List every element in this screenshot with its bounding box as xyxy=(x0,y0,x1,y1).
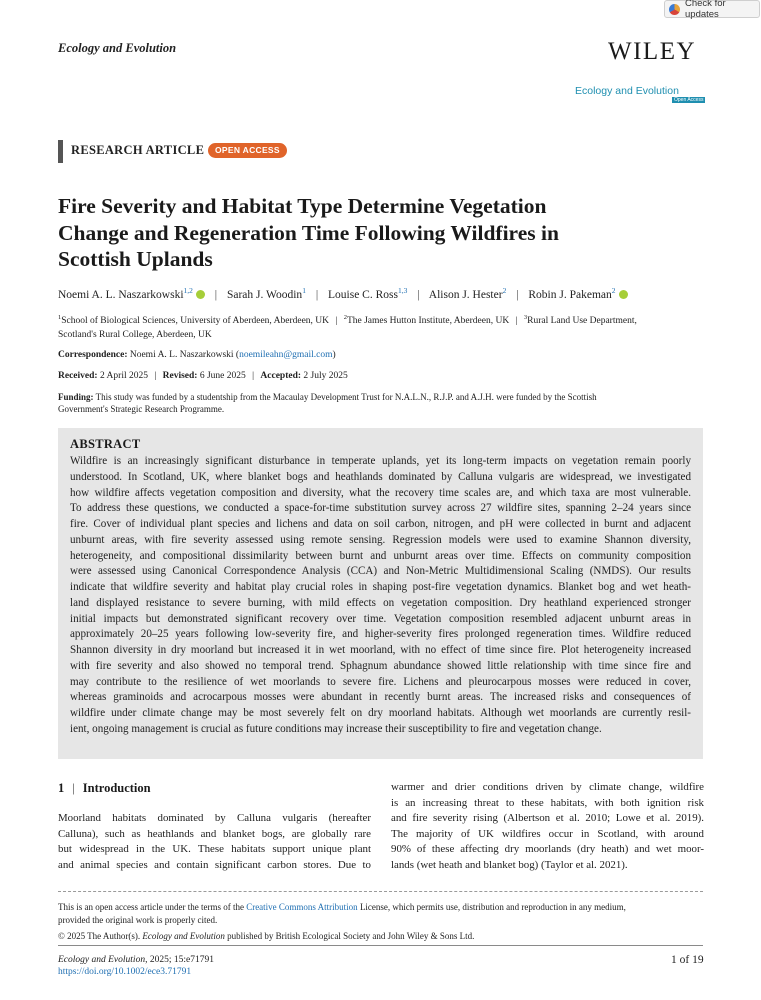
affiliation-text: Rural Land Use Department, xyxy=(527,316,637,327)
abstract-line: with fire severity and also showed no temporal trend. Sphagnum abundance showed little relationship with time since fire and xyxy=(70,659,691,672)
publisher-logo: WILEY xyxy=(608,38,697,65)
crossmark-icon xyxy=(669,4,680,15)
date-separator: | xyxy=(154,371,157,381)
author-separator: | xyxy=(516,288,519,301)
abstract-line: fire. Cover of individual plant species and lichens and data on soil carbon, nitrogen, and pH were collected in burnt and adjacent xyxy=(70,518,691,530)
license-text: License, which permits use, distribution and reproduction in any medium, xyxy=(357,902,626,912)
abstract-line: ient, ongoing management is crucial as future conditions may increase their susceptibility to fire and vegetation change. xyxy=(70,722,602,735)
journal-logo: Ecology and Evolution xyxy=(575,85,679,97)
author-separator: | xyxy=(315,288,319,301)
footer-citation xyxy=(58,954,214,978)
abstract-line: approximately 20–25 years following low-severity fire, and higher-severity fires prolonged regeneration times. Wildfire reduced xyxy=(70,628,691,641)
orcid-icon[interactable] xyxy=(196,290,205,299)
journal-logo-badge: Open Access xyxy=(674,97,704,103)
copyright-journal: Ecology and Evolution xyxy=(142,931,225,941)
doi-link[interactable]: https://doi.org/10.1002/ece3.71791 xyxy=(58,967,192,977)
abstract-line: initial impacts but demonstrated significant recovery over time. Vegetation composition resembled adjacent unburnt areas in xyxy=(70,612,691,625)
abstract-line: were assessed using Canonical Correspondence Analysis (CCA) and Non-Metric Multidimensional Scaling (NMDS). Our results xyxy=(70,565,691,578)
title-line: Change and Regeneration Time Following Wildfires in xyxy=(58,220,559,245)
copyright-text: published by British Ecological Society and John Wiley & Sons Ltd. xyxy=(224,931,475,941)
article-title xyxy=(58,193,698,273)
funding-text-line2: Government's Strategic Research Programme. xyxy=(58,404,225,414)
funding-text: This study was funded by a studentship from the Macaulay Development Trust for N.A.L.N., R.J.P. and A.J.H. were funded by the Scottish xyxy=(95,392,597,402)
open-access-badge: OPEN ACCESS xyxy=(208,143,287,158)
article-dates xyxy=(58,370,708,382)
footer-journal: Ecology and Evolution xyxy=(58,955,146,965)
footer-divider xyxy=(58,945,703,946)
journal-name: Ecology and Evolution xyxy=(58,41,177,55)
check-updates-label: Check for updates xyxy=(685,0,726,20)
affil-sup: 3 xyxy=(523,314,528,321)
author-name[interactable]: Robin J. Pakeman xyxy=(528,288,612,301)
funding-label: Funding: xyxy=(58,392,94,402)
body-line: Calluna), such as heathlands and blanket bogs, are globally rare xyxy=(58,827,371,840)
author-name[interactable]: Alison J. Hester xyxy=(428,288,503,301)
accepted-label: Accepted: xyxy=(260,371,302,381)
body-line: lands (wet heath and blanket bog) (Taylor et al. 2021). xyxy=(391,858,628,871)
abstract-heading: ABSTRACT xyxy=(70,437,141,451)
body-line: and fire severity rising (Albertson et al. 2010; Lowe et al. 2019). xyxy=(391,812,704,824)
correspondence-name: Noemi A. L. Naszarkowski ( xyxy=(129,350,240,360)
license-text: provided the original work is properly cited. xyxy=(58,914,218,925)
affil-sup: 1 xyxy=(58,314,62,321)
abstract-line: unburnt areas, with fire severity assessed using remote sensing. Regression models were used to examine Shannon diversity, xyxy=(70,533,691,546)
abstract-line: how wildfire affects vegetation composition and diversity, what the recovery time scales are, and which taxa are most vulnerable. xyxy=(70,486,691,499)
affiliation-text: School of Biological Sciences, University of Aberdeen, Aberdeen, UK xyxy=(61,316,330,327)
accepted-date: 2 July 2025 xyxy=(303,371,348,381)
affil-separator: | xyxy=(515,316,518,327)
license-divider xyxy=(58,891,703,892)
abstract-line: To address these questions, we conducted a space-for-time substitution survey across 27 wildfire sites, spanning 2–24 years since xyxy=(70,502,691,515)
orcid-icon[interactable] xyxy=(619,290,628,299)
check-for-updates-button[interactable] xyxy=(664,0,760,18)
abstract-line: whereas graminoids and acrocarpous mosses were abundant in recently burnt areas. The increased risks and consequences of xyxy=(70,691,691,704)
affil-sup: 2 xyxy=(343,314,347,321)
article-type-label: RESEARCH ARTICLE xyxy=(71,143,205,157)
author-name[interactable]: Louise C. Ross xyxy=(328,288,398,301)
article-type-bar xyxy=(58,140,63,163)
body-line: and animal species and contain significant carbon stores. Due to xyxy=(58,858,371,871)
body-column-right xyxy=(391,780,704,873)
received-label: Received: xyxy=(58,371,98,381)
affil-separator: | xyxy=(335,316,338,327)
affiliation-text: The James Hutton Institute, Aberdeen, UK xyxy=(346,316,510,327)
author-separator: | xyxy=(214,288,218,301)
author-name[interactable]: Sarah J. Woodin xyxy=(226,288,303,301)
author-affil-sup: 1,3 xyxy=(397,286,408,295)
author-affil-sup: 2 xyxy=(502,286,507,295)
body-line: Moorland habitats dominated by Calluna vulgaris (hereafter xyxy=(58,812,371,824)
abstract-line: understood. In Scotland, UK, where blanket bogs and heathlands dominated by Calluna vulgaris are widespread, we investigated xyxy=(70,470,691,483)
author-list xyxy=(58,283,708,303)
abstract-box xyxy=(58,428,703,759)
received-date: 2 April 2025 xyxy=(99,371,148,381)
affiliations xyxy=(58,311,708,342)
abstract-line: may contribute to the resilience of wet moorlands to severe fire. Lichens and pleurocarpous mosses were reduced in cover, xyxy=(70,675,691,688)
section-heading-introduction xyxy=(58,781,151,796)
title-line: Scottish Uplands xyxy=(58,247,213,271)
revised-label: Revised: xyxy=(162,371,198,381)
author-affil-sup: 1,2 xyxy=(183,286,193,295)
author-separator: | xyxy=(417,288,420,301)
author-affil-sup: 2 xyxy=(611,286,616,295)
body-line: warmer and drier conditions driven by climate change, wildfire xyxy=(391,781,704,793)
abstract-line: Wildfire is an increasingly significant disturbance in temperate uplands, yet its long-term impacts on vegetation remain poorly xyxy=(70,455,691,467)
license-notice xyxy=(58,901,703,943)
abstract-line: heterogeneity, and compositional dissimilarity between burnt and unburnt areas over time. Effects on community composition xyxy=(70,549,691,562)
abstract-line: land displayed resistance to severe burning, with mild effects on vegetation composition. Dry heathland experienced stronger xyxy=(70,596,691,609)
body-line: 90% of these affecting dry moorlands (dry heath) and wet moor- xyxy=(391,843,704,855)
footer-volume: , 2025; 15:e71791 xyxy=(145,955,214,965)
license-text: This is an open access article under the terms of the xyxy=(58,902,247,912)
abstract-line: indicate that wildfire severity and habitat play crucial roles in shaping post-fire vegetation dynamics. Blanket bog and wet heath- xyxy=(70,581,691,593)
date-separator: | xyxy=(252,371,255,381)
correspondence-close: ) xyxy=(332,350,336,360)
title-line: Fire Severity and Habitat Type Determine Vegetation xyxy=(58,194,547,218)
abstract-line: Shannon diversity in dry moorland but increased it in wet moorland, with no effect of time since fire. Plot heterogeneity increased xyxy=(70,644,691,656)
copyright-text: © 2025 The Author(s). xyxy=(58,931,143,941)
affiliation-line: Scotland's Rural College, Aberdeen, UK xyxy=(58,330,212,341)
page-number: 1 of 19 xyxy=(671,954,704,966)
body-line: is an increasing threat to these habitats, with both ignition risk xyxy=(391,796,704,809)
cc-license-link[interactable]: Creative Commons Attribution xyxy=(246,902,358,912)
affiliation-line xyxy=(58,311,708,328)
body-column-left xyxy=(58,811,371,873)
correspondence xyxy=(58,349,708,361)
section-number: 1 xyxy=(58,781,65,795)
section-separator: | xyxy=(72,781,75,795)
abstract-line: wildfire under climate change may be most severely felt on dry moorland habitats. Although wet moorlands are currently resil- xyxy=(70,707,691,719)
funding xyxy=(58,391,708,415)
revised-date: 6 June 2025 xyxy=(199,371,246,381)
body-line: The majority of UK wildfires occur in Scotland, with around xyxy=(391,827,704,840)
author-affil-sup: 1 xyxy=(302,286,306,295)
correspondence-email-link[interactable]: noemileahn@gmail.com xyxy=(239,350,333,360)
section-title: Introduction xyxy=(82,781,151,795)
correspondence-label: Correspondence: xyxy=(58,350,128,360)
author-name[interactable]: Noemi A. L. Naszarkowski xyxy=(58,288,184,301)
body-line: but widespread in the UK. These habitats support unique plant xyxy=(58,843,371,855)
